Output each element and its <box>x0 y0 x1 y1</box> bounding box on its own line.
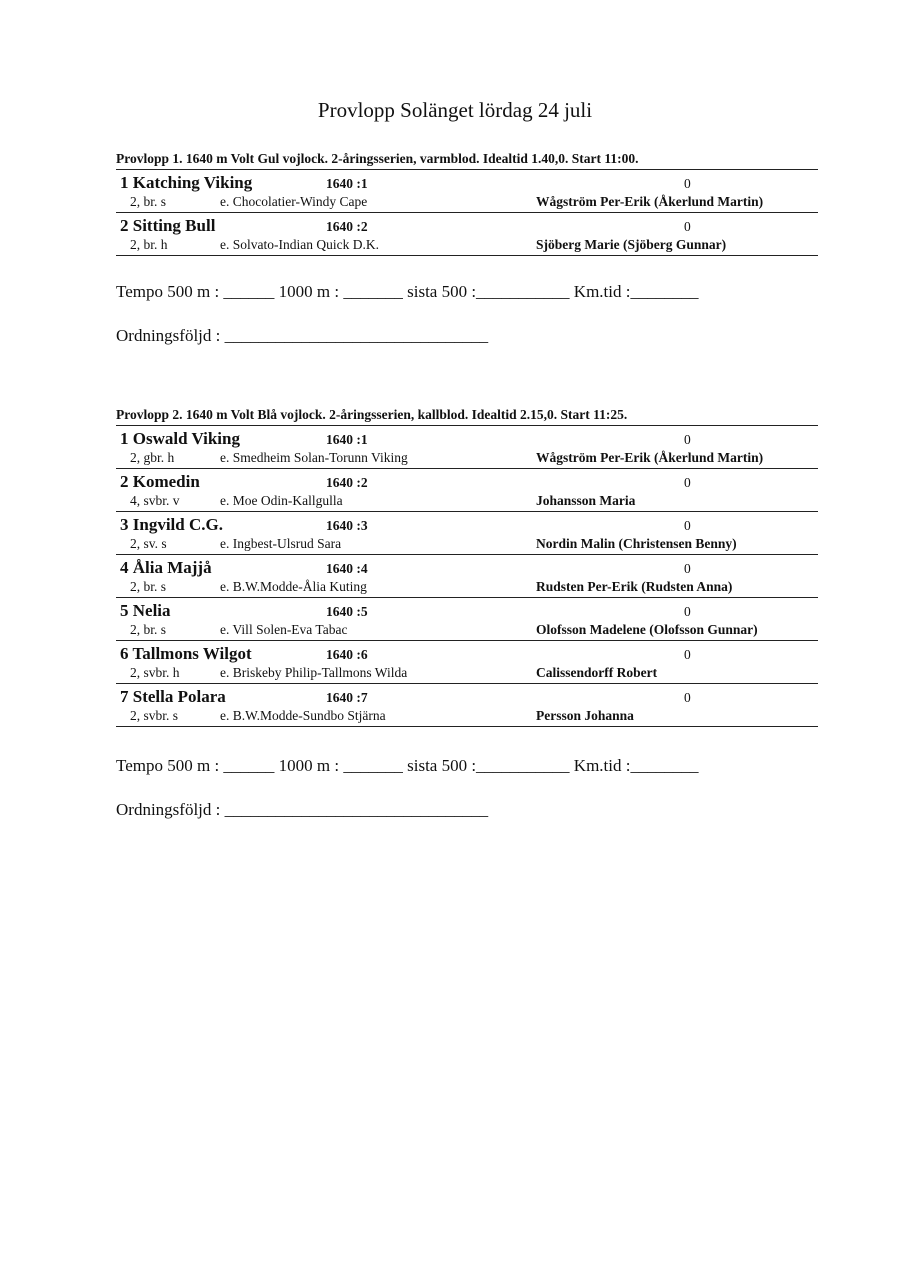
horse-pedigree: e. B.W.Modde-Ålia Kuting <box>220 579 367 594</box>
horse-driver: Sjöberg Marie (Sjöberg Gunnar) <box>536 237 727 252</box>
horse-distance: 1640 :1 <box>326 176 368 191</box>
horse-info: 2, br. s <box>130 579 167 594</box>
page-title: Provlopp Solänget lördag 24 juli <box>317 98 593 122</box>
horse-row <box>116 426 818 469</box>
horse-distance: 1640 :1 <box>326 432 368 447</box>
horse-driver: Wågström Per-Erik (Åkerlund Martin) <box>536 450 764 465</box>
tempo-line: Tempo 500 m : ______ 1000 m : _______ sista 500 :___________ Km.tid :________ <box>116 756 699 775</box>
horse-zero: 0 <box>684 561 691 576</box>
horse-info: 2, br. s <box>130 622 167 637</box>
horse-row <box>116 555 818 598</box>
horse-row <box>116 641 818 684</box>
horse-distance: 1640 :4 <box>326 561 368 576</box>
horse-zero: 0 <box>684 604 691 619</box>
horse-pedigree: e. Solvato-Indian Quick D.K. <box>220 237 379 252</box>
horse-info: 4, svbr. v <box>130 493 180 508</box>
race-2 <box>116 406 818 727</box>
horse-name: 2 Sitting Bull <box>120 216 216 235</box>
horse-zero: 0 <box>684 647 691 662</box>
horse-driver: Calissendorff Robert <box>536 665 658 680</box>
order-line: Ordningsföljd : _______________________________ <box>116 326 489 345</box>
race-1 <box>116 150 818 256</box>
horse-name: 1 Katching Viking <box>120 173 253 192</box>
horse-info: 2, br. s <box>130 194 167 209</box>
horse-info: 2, svbr. h <box>130 665 180 680</box>
horse-distance: 1640 :5 <box>326 604 368 619</box>
horse-zero: 0 <box>684 690 691 705</box>
horse-zero: 0 <box>684 475 691 490</box>
horse-row <box>116 598 818 641</box>
horse-driver: Persson Johanna <box>536 708 634 723</box>
horse-row <box>116 684 818 727</box>
horse-zero: 0 <box>684 432 691 447</box>
horse-row <box>116 170 818 213</box>
horse-row <box>116 213 818 256</box>
horse-distance: 1640 :3 <box>326 518 368 533</box>
order-line: Ordningsföljd : _______________________________ <box>116 800 489 819</box>
horse-distance: 1640 :2 <box>326 475 368 490</box>
horse-name: 6 Tallmons Wilgot <box>120 644 252 663</box>
horse-name: 5 Nelia <box>120 601 171 620</box>
tempo-line: Tempo 500 m : ______ 1000 m : _______ sista 500 :___________ Km.tid :________ <box>116 282 699 301</box>
horse-pedigree: e. Smedheim Solan-Torunn Viking <box>220 450 408 465</box>
horse-name: 3 Ingvild C.G. <box>120 515 223 534</box>
race-header: Provlopp 2. 1640 m Volt Blå vojlock. 2-åringsserien, kallblod. Idealtid 2.15,0. Start 11:25. <box>116 406 818 426</box>
horse-pedigree: e. Ingbest-Ulsrud Sara <box>220 536 342 551</box>
horse-zero: 0 <box>684 518 691 533</box>
horse-row <box>116 512 818 555</box>
horse-distance: 1640 :6 <box>326 647 368 662</box>
horse-info: 2, svbr. s <box>130 708 179 723</box>
horse-info: 2, br. h <box>130 237 168 252</box>
horse-pedigree: e. B.W.Modde-Sundbo Stjärna <box>220 708 386 723</box>
horse-pedigree: e. Chocolatier-Windy Cape <box>220 194 368 209</box>
horse-name: 7 Stella Polara <box>120 687 226 706</box>
horse-distance: 1640 :2 <box>326 219 368 234</box>
horse-name: 2 Komedin <box>120 472 200 491</box>
horse-driver: Olofsson Madelene (Olofsson Gunnar) <box>536 622 758 637</box>
horse-zero: 0 <box>684 176 691 191</box>
horse-name: 1 Oswald Viking <box>120 429 240 448</box>
horse-driver: Rudsten Per-Erik (Rudsten Anna) <box>536 579 733 594</box>
horse-pedigree: e. Moe Odin-Kallgulla <box>220 493 343 508</box>
horse-pedigree: e. Vill Solen-Eva Tabac <box>220 622 348 637</box>
horse-driver: Johansson Maria <box>536 493 636 508</box>
horse-driver: Nordin Malin (Christensen Benny) <box>536 536 737 551</box>
horse-zero: 0 <box>684 219 691 234</box>
horse-distance: 1640 :7 <box>326 690 368 705</box>
horse-driver: Wågström Per-Erik (Åkerlund Martin) <box>536 194 764 209</box>
horse-name: 4 Ålia Majjå <box>120 558 212 577</box>
horse-info: 2, gbr. h <box>130 450 175 465</box>
horse-row <box>116 469 818 512</box>
horse-info: 2, sv. s <box>130 536 167 551</box>
horse-pedigree: e. Briskeby Philip-Tallmons Wilda <box>220 665 408 680</box>
race-header: Provlopp 1. 1640 m Volt Gul vojlock. 2-åringsserien, varmblod. Idealtid 1.40,0. Start 11:00. <box>116 150 818 170</box>
